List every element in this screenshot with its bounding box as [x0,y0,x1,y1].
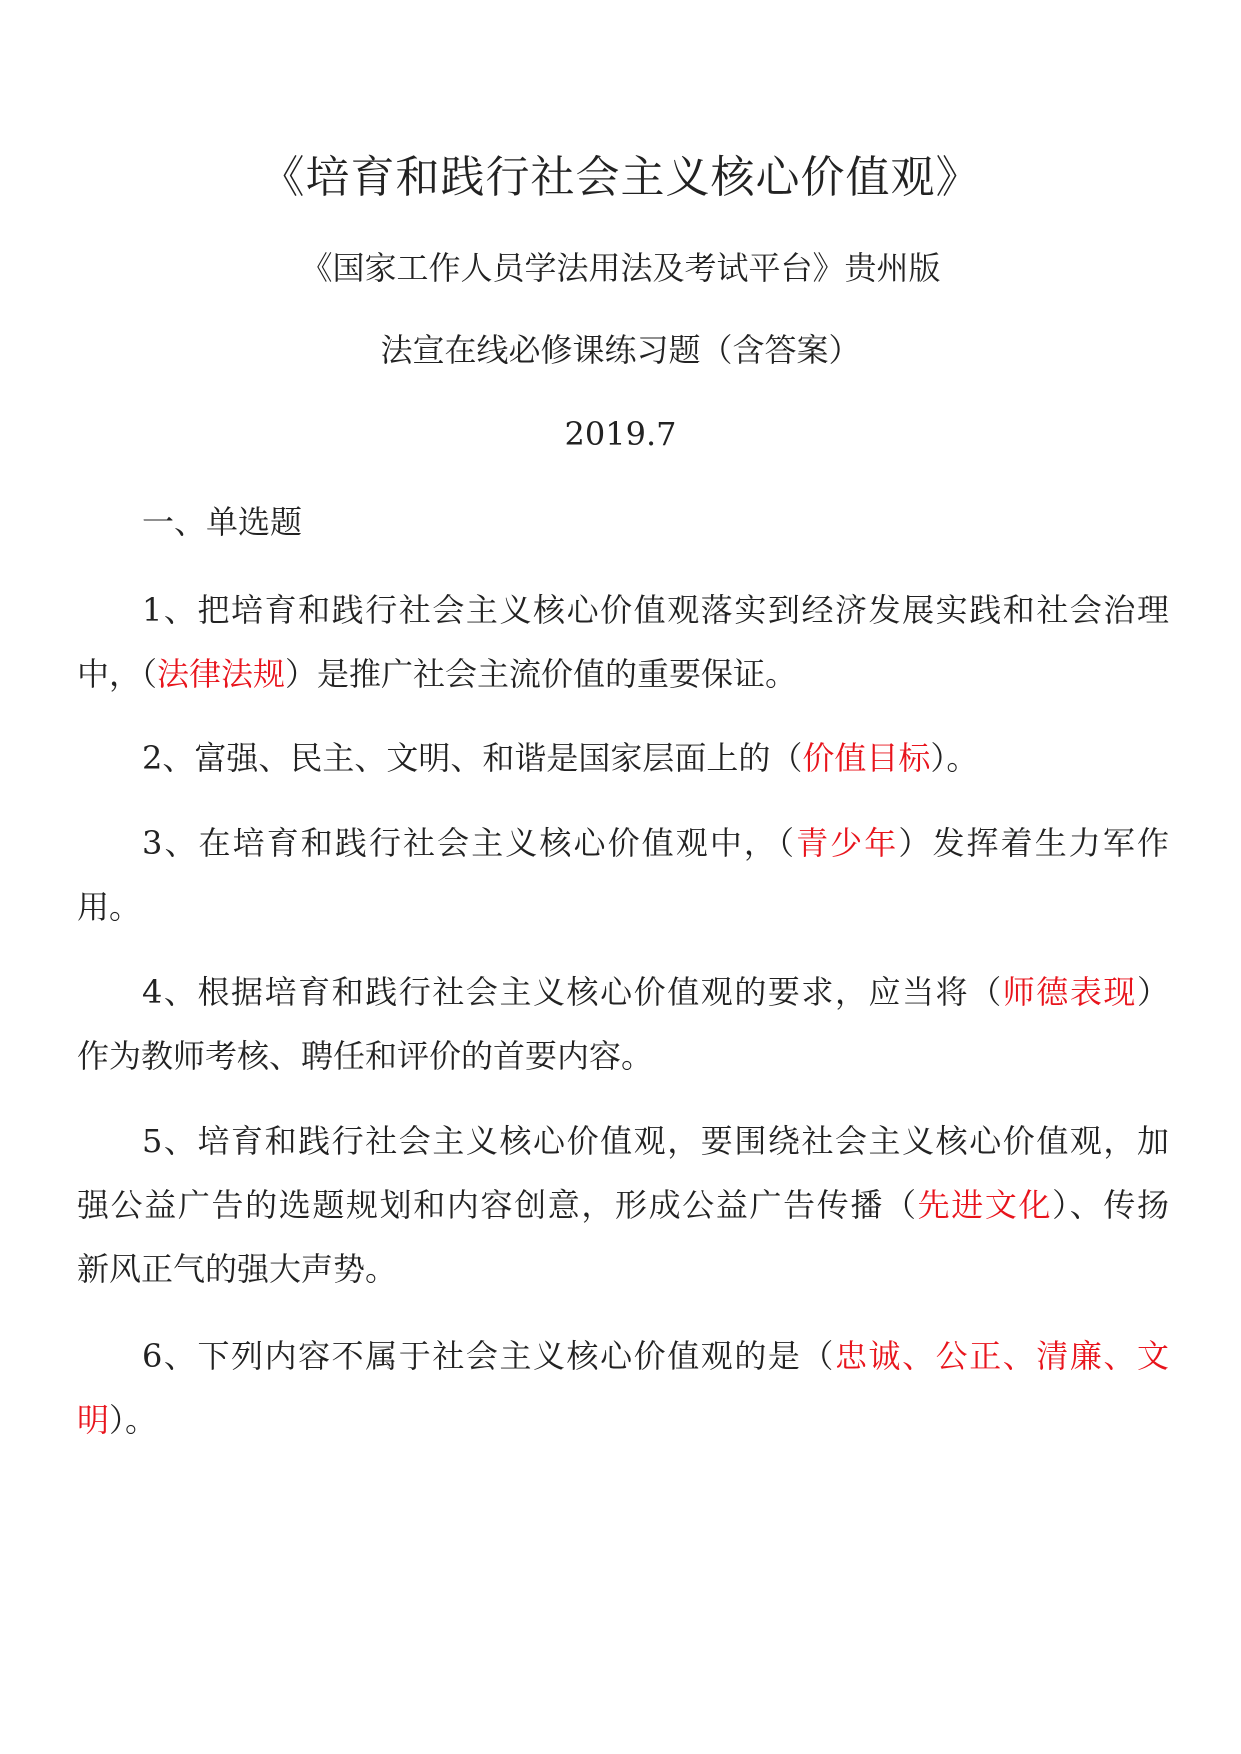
question-text: 作为教师考核、聘任和评价的首要内容。 [77,1037,654,1075]
question-5-line-1 [77,1109,1169,1173]
question-3-line-1 [77,811,1169,875]
answer-text: 明 [77,1401,110,1439]
question-1-line-1 [77,578,1169,642]
question-1-line-2 [77,642,1169,706]
question-text: 中，（ [77,655,158,693]
question-text: 5、培育和践行社会主义核心价值观，要围绕社会主义核心价值观，加 [142,1122,1169,1160]
question-5 [77,1109,1169,1301]
question-5-line-3 [77,1237,1169,1301]
question-4-line-1 [77,960,1169,1024]
question-text: ） [1136,973,1169,1011]
question-text: 2、富强、民主、文明、和谐是国家层面上的（ [142,739,803,777]
question-text: ）、传扬 [1052,1186,1169,1224]
question-4 [77,960,1169,1088]
question-text: ）。 [109,1401,158,1439]
question-text: 强公益广告的选题规划和内容创意，形成公益广告传播（ [77,1186,918,1224]
question-text: 1、把培育和践行社会主义核心价值观落实到经济发展实践和社会治理 [142,591,1169,629]
document-subtitle-course: 法宣在线必修课练习题（含答案） [380,331,861,369]
answer-text: 法律法规 [157,655,286,693]
answer-text: 师德表现 [1002,973,1137,1011]
question-text: ）发挥着生力军作 [898,824,1169,862]
answer-text: 青少年 [796,824,899,862]
question-6-line-2 [77,1388,1169,1452]
question-text: ）。 [930,739,979,777]
question-text: ）是推广社会主流价值的重要保证。 [285,655,798,693]
question-5-line-2 [77,1173,1169,1237]
question-text: 4、根据培育和践行社会主义核心价值观的要求，应当将（ [142,973,1003,1011]
question-text: 3、在培育和践行社会主义核心价值观中，（ [142,824,797,862]
answer-text: 忠诚、公正、清廉、文 [835,1337,1169,1375]
document-date: 2019.7 [564,415,677,453]
answer-text: 价值目标 [802,739,931,777]
question-6-line-1 [77,1324,1169,1388]
question-6 [77,1324,1169,1452]
question-2-line-1 [77,726,1169,790]
question-2 [77,726,1169,790]
answer-text: 先进文化 [917,1186,1053,1224]
question-4-line-2 [77,1024,1169,1088]
question-text: 用。 [77,888,142,926]
question-3-line-2 [77,875,1169,939]
document-subtitle: 《国家工作人员学法用法及考试平台》贵州版 [300,249,941,287]
section-heading: 一、单选题 [142,503,303,541]
question-3 [77,811,1169,939]
question-text: 6、下列内容不属于社会主义核心价值观的是（ [142,1337,835,1375]
question-text: 新风正气的强大声势。 [77,1250,398,1288]
question-1 [77,578,1169,706]
document-title: 《培育和践行社会主义核心价值观》 [260,152,981,203]
